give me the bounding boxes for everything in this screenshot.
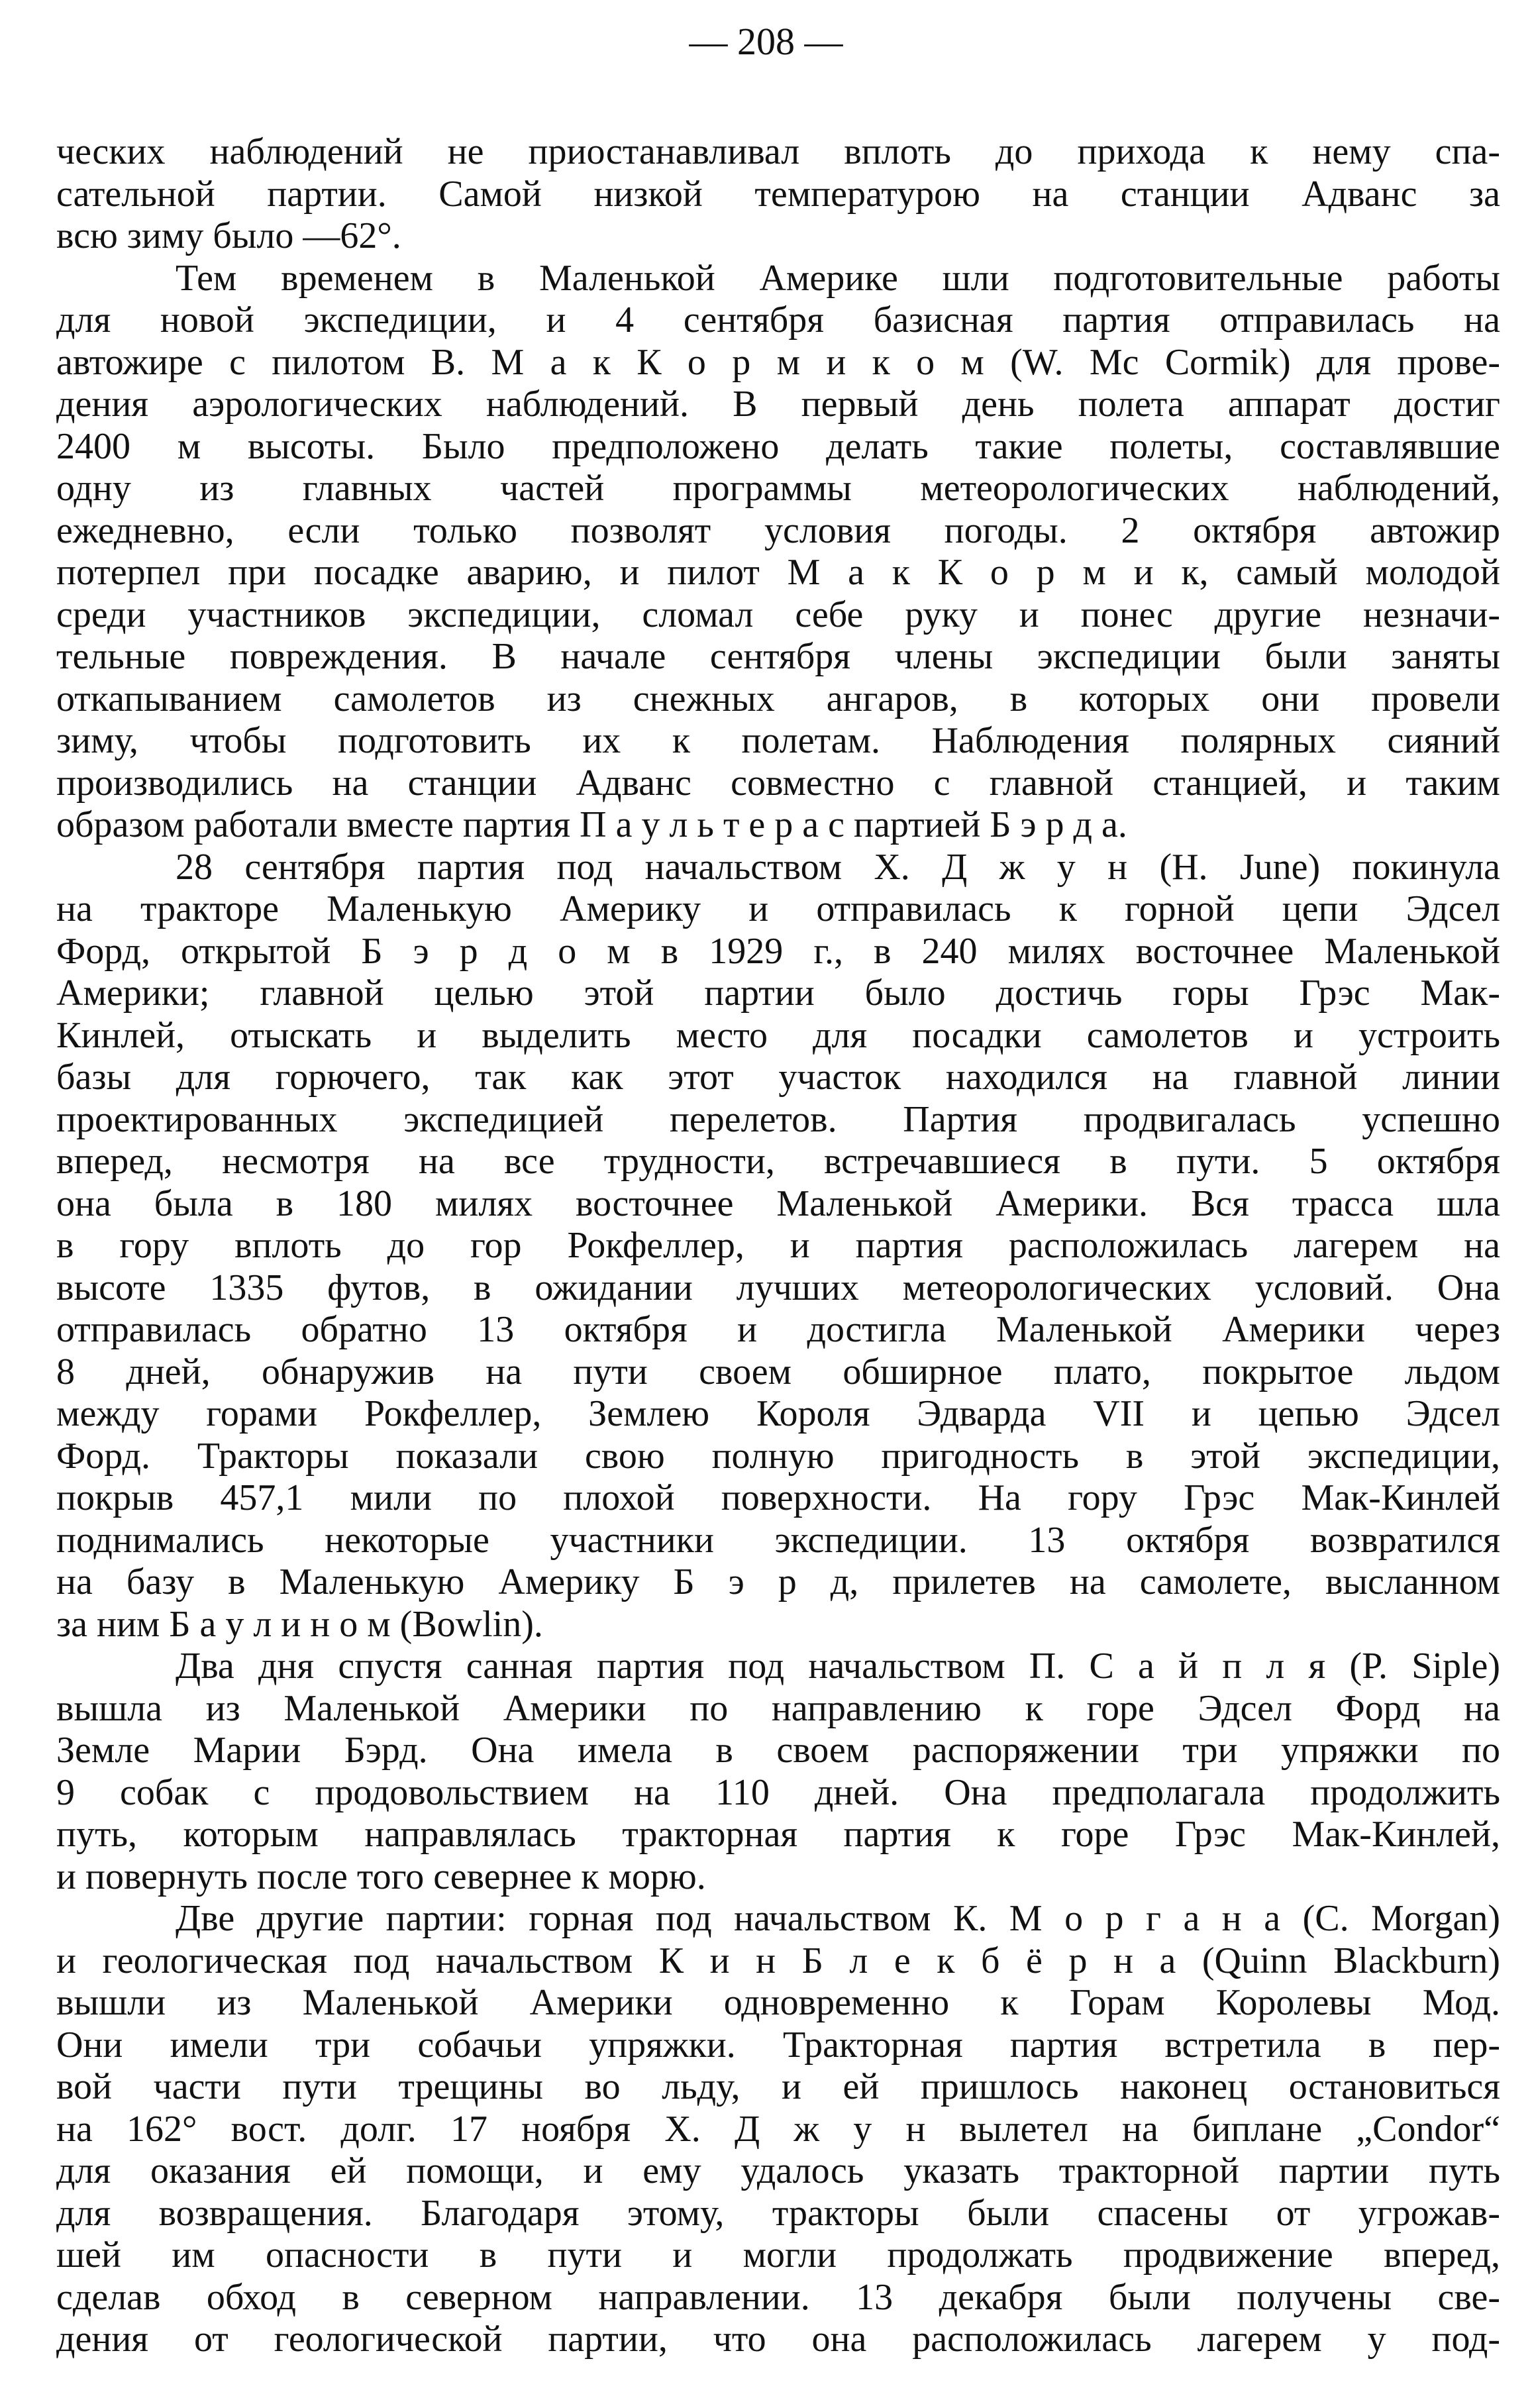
text-line: среди участников экспедиции, сломал себе руку и понес другие незначи- (56, 594, 1500, 635)
text-line: вперед, несмотря на все трудности, встречавшиеся в пути. 5 октября (56, 1141, 1500, 1182)
text-line: Тем временем в Маленькой Америке шли подготовительные работы (176, 257, 1500, 299)
text-line: и геологическая под начальством К и н Б л е к б ё р н а (Quinn Blackburn) (56, 1940, 1500, 1981)
text-line: вышли из Маленькой Америки одновременно к Горам Королевы Мод. (56, 1982, 1500, 2023)
text-line: всю зиму было —62°. (56, 215, 401, 256)
paragraph (56, 131, 1500, 258)
text-line: Две другие партии: горная под начальством К. М о р г а н а (C. Morgan) (176, 1898, 1500, 1939)
paragraph (56, 1646, 1500, 1898)
paragraph (56, 1898, 1500, 2361)
body-text (56, 131, 1500, 2361)
text-line: автожире с пилотом В. М а к К о р м и к о м (W. Mc Cormik) для прове- (56, 341, 1500, 383)
text-line: 2400 м высоты. Было предположено делать такие полеты, составлявшие (56, 425, 1500, 467)
text-line: отправилась обратно 13 октября и достигла Маленькой Америки через (56, 1309, 1500, 1350)
text-line: Два дня спустя санная партия под начальством П. С а й п л я (P. Siple) (176, 1646, 1500, 1687)
text-line: 8 дней, обнаружив на пути своем обширное плато, покрытое льдом (56, 1351, 1500, 1392)
text-line: вышла из Маленькой Америки по направлению к горе Эдсел Форд на (56, 1687, 1500, 1729)
text-line: базы для горючего, так как этот участок находился на главной линии (56, 1057, 1500, 1098)
text-line: ежедневно, если только позволят условия погоды. 2 октября автожир (56, 509, 1500, 551)
text-line: Земле Марии Бэрд. Она имела в своем распоряжении три упряжки по (56, 1730, 1500, 1771)
text-line: образом работали вместе партия П а у л ь т е р а с партией Б э р д а. (56, 804, 1127, 845)
text-line: тельные повреждения. В начале сентября члены экспедиции были заняты (56, 636, 1500, 677)
text-line: 9 собак с продовольствием на 110 дней. Она предполагала продолжить (56, 1771, 1500, 1813)
text-line: и повернуть после того севернее к морю. (56, 1856, 706, 1897)
paragraph (56, 258, 1500, 847)
text-line: для новой экспедиции, и 4 сентября базисная партия отправилась на (56, 299, 1500, 340)
text-line: потерпел при посадке аварию, и пилот М а к К о р м и к, самый молодой (56, 552, 1500, 593)
text-line: вой части пути трещины во льду, и ей пришлось наконец остановиться (56, 2066, 1500, 2107)
text-line: сательной партии. Самой низкой температурою на станции Адванс за (56, 173, 1500, 215)
text-line: Америки; главной целью этой партии было достичь горы Грэс Мак- (56, 972, 1500, 1014)
text-line: на базу в Маленькую Америку Б э р д, прилетев на самолете, высланном (56, 1561, 1500, 1602)
text-line: высоте 1335 футов, в ожидании лучших метеорологических условий. Она (56, 1267, 1500, 1308)
text-line: сделав обход в северном направлении. 13 декабря были получены све- (56, 2276, 1500, 2318)
text-line: путь, которым направлялась тракторная партия к горе Грэс Мак-Кинлей, (56, 1814, 1500, 1855)
text-line: она была в 180 милях восточнее Маленькой Америки. Вся трасса шла (56, 1182, 1500, 1224)
text-line: шей им опасности в пути и могли продолжать продвижение вперед, (56, 2234, 1500, 2276)
text-line: на тракторе Маленькую Америку и отправилась к горной цепи Эдсел (56, 888, 1500, 929)
text-line: поднимались некоторые участники экспедиции. 13 октября возвратился (56, 1519, 1500, 1561)
text-line: дения от геологической партии, что она расположилась лагерем у под- (56, 2319, 1500, 2360)
text-line: для оказания ей помощи, и ему удалось указать тракторной партии путь (56, 2150, 1500, 2191)
text-line: в гору вплоть до гор Рокфеллер, и партия расположилась лагерем на (56, 1225, 1500, 1266)
paragraph (56, 847, 1500, 1646)
text-line: за ним Б а у л и н о м (Bowlin). (56, 1603, 543, 1645)
page-number: — 208 — (689, 20, 843, 63)
text-line: ческих наблюдений не приостанавливал вплоть до прихода к нему спа- (56, 131, 1500, 172)
text-line: откапыванием самолетов из снежных ангаров, в которых они провели (56, 678, 1500, 719)
text-line: Форд. Тракторы показали свою полную пригодность в этой экспедиции, (56, 1435, 1500, 1477)
text-line: производились на станции Адванс совместно с главной станцией, и таким (56, 762, 1500, 804)
text-line: дения аэрологических наблюдений. В первый день полета аппарат достиг (56, 384, 1500, 425)
text-line: на 162° вост. долг. 17 ноября Х. Д ж у н вылетел на биплане „Condor“ (56, 2108, 1500, 2150)
text-line: Они имели три собачьи упряжки. Тракторная партия встретила в пер- (56, 2024, 1500, 2066)
text-line: между горами Рокфеллер, Землею Короля Эдварда VII и цепью Эдсел (56, 1393, 1500, 1434)
text-line: покрыв 457,1 мили по плохой поверхности. На гору Грэс Мак-Кинлей (56, 1477, 1500, 1518)
text-line: одну из главных частей программы метеорологических наблюдений, (56, 468, 1500, 509)
text-line: Кинлей, отыскать и выделить место для посадки самолетов и устроить (56, 1014, 1500, 1056)
text-line: Форд, открытой Б э р д о м в 1929 г., в 240 милях восточнее Маленькой (56, 930, 1500, 972)
text-line: зиму, чтобы подготовить их к полетам. Наблюдения полярных сияний (56, 720, 1500, 761)
text-line: проектированных экспедицией перелетов. Партия продвигалась успешно (56, 1098, 1500, 1140)
text-line: 28 сентября партия под начальством Х. Д ж у н (H. June) покинула (176, 846, 1500, 888)
text-line: для возвращения. Благодаря этому, тракторы были спасены от угрожав- (56, 2192, 1500, 2234)
